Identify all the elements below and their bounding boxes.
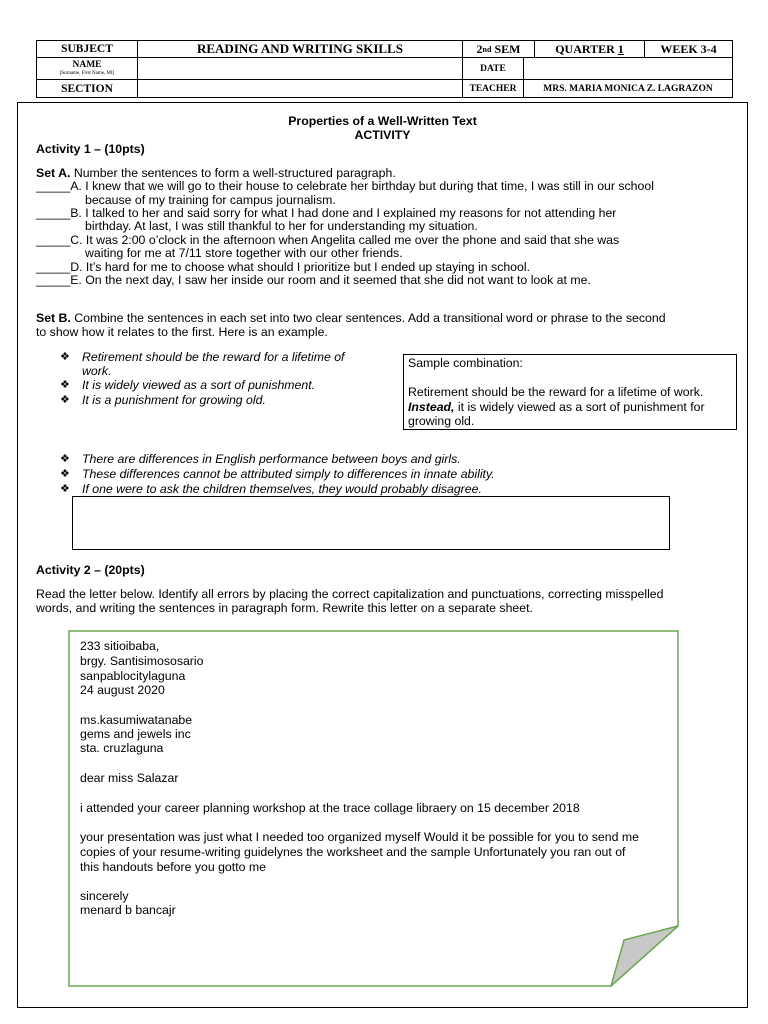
semester-label: SEM [494, 41, 521, 56]
letter-closing: sincerely [80, 889, 129, 903]
setB-instruction-cont: to show how it relates to the first. Here is an example. [36, 325, 328, 339]
setA-instruction [36, 166, 396, 180]
setA-item-c-cont: waiting for me at 7/11 store together with our other friends. [85, 246, 403, 260]
setB-instruction [36, 311, 666, 325]
sample-line-3: growing old. [408, 414, 475, 428]
setB-text: Combine the sentences in each set into two clear sentences. Add a transitional word or phrase to the second [70, 311, 666, 325]
setA-item-a: _____A. I knew that we will go to their house to celebrate her birthday but during that time, I was still in our school [36, 179, 654, 193]
example-bullet-3: It is a punishment for growing old. [82, 393, 266, 407]
sample-line-2-rest: it is widely viewed as a sort of punishment for [454, 400, 705, 414]
setA-item-c: _____C. It was 2:00 o’clock in the afternoon when Angelita called me over the phone and said that she was [36, 233, 620, 247]
semester-suffix: nd [482, 44, 492, 54]
answer-box[interactable] [72, 496, 670, 550]
letter-recipient-2: gems and jewels inc [80, 727, 191, 741]
setA-item-b-cont: birthday. At last, I was still thankful to her for understanding my situation. [85, 219, 478, 233]
name-label-cell [37, 58, 138, 80]
section-label-cell: SECTION [37, 80, 138, 97]
section-value-cell[interactable] [138, 80, 463, 97]
name-value-cell[interactable] [138, 58, 463, 80]
sample-transition-word: Instead, [408, 400, 455, 414]
quarter-value: 1 [617, 41, 624, 56]
letter-date: 24 august 2020 [80, 683, 165, 697]
page-title: Properties of a Well-Written Text [288, 114, 477, 128]
name-hint: [Surname, First Name, MI] [59, 70, 115, 76]
teacher-label-cell: TEACHER [463, 80, 524, 97]
example-bullet-1-cont: work. [82, 364, 112, 378]
letter-note [68, 630, 679, 987]
semester-number: 2 [476, 41, 483, 56]
name-label: NAME [72, 59, 102, 70]
date-label-cell: DATE [463, 58, 524, 80]
letter-paragraph-1: i attended your career planning workshop at the trace collage libraery on 15 december 2018 [80, 801, 580, 815]
exercise-bullet-3: If one were to ask the children themselves, they would probably disagree. [82, 482, 482, 496]
bullet-diamond-icon: ❖ [60, 379, 70, 391]
bullet-diamond-icon: ❖ [60, 483, 70, 495]
sample-combination-box [403, 354, 737, 430]
example-bullet-2: It is widely viewed as a sort of punishment. [82, 378, 316, 392]
letter-paragraph-2-line-1: your presentation was just what I needed too organized myself Would it be possible for you to send me [80, 830, 639, 844]
quarter-label: QUARTER [555, 41, 615, 56]
bullet-diamond-icon: ❖ [60, 468, 70, 480]
letter-recipient-3: sta. cruzlaguna [80, 741, 164, 755]
subject-value-cell: READING AND WRITING SKILLS [138, 41, 463, 58]
sample-line-1: Retirement should be the reward for a lifetime of work. [408, 385, 704, 399]
exercise-bullet-2: These differences cannot be attributed simply to differences in innate ability. [82, 467, 495, 481]
setB-label: Set B. [36, 311, 71, 325]
bullet-diamond-icon: ❖ [60, 394, 70, 406]
example-bullet-1: Retirement should be the reward for a lifetime of [82, 350, 345, 364]
setA-text: Number the sentences to form a well-structured paragraph. [70, 166, 396, 180]
header-table [36, 40, 733, 98]
letter-address-2: brgy. Santisimososario [80, 654, 204, 668]
exercise-bullet-1: There are differences in English performance between boys and girls. [82, 452, 461, 466]
letter-paragraph-2-line-2: copies of your resume-writing guidelynes the worksheet and the sample Unfortunately you ran out of [80, 845, 626, 859]
subject-label-cell: SUBJECT [37, 41, 138, 58]
date-value-cell[interactable] [524, 58, 732, 80]
letter-signature: menard b bancajr [80, 903, 176, 917]
sample-heading: Sample combination: [408, 356, 523, 370]
activity2-instruction-cont: words, and writing the sentences in paragraph form. Rewrite this letter on a separate sheet. [36, 601, 533, 615]
activity1-heading: Activity 1 – (10pts) [36, 142, 145, 156]
letter-greeting: dear miss Salazar [80, 771, 179, 785]
activity2-instruction: Read the letter below. Identify all errors by placing the correct capitalization and punctuations, correcting misspelled [36, 587, 664, 601]
activity2-heading: Activity 2 – (20pts) [36, 563, 145, 577]
bullet-diamond-icon: ❖ [60, 453, 70, 465]
setA-item-e: _____E. On the next day, I saw her inside our room and it seemed that she did not want to look at me. [36, 273, 591, 287]
setA-item-b: _____B. I talked to her and said sorry for what I had done and I explained my reasons for not attending her [36, 206, 617, 220]
sample-line-2 [408, 400, 705, 414]
setA-item-a-cont: because of my training for campus journalism. [85, 193, 336, 207]
week-cell: WEEK 3-4 [645, 41, 732, 58]
quarter-cell [535, 41, 645, 58]
teacher-value-cell: MRS. MARIA MONICA Z. LAGRAZON [543, 83, 713, 94]
semester-cell [463, 41, 535, 58]
setA-label: Set A. [36, 166, 71, 180]
setA-item-d: _____D. It’s hard for me to choose what should I prioritize but I ended up staying in school. [36, 260, 531, 274]
letter-recipient-1: ms.kasumiwatanabe [80, 713, 193, 727]
letter-paragraph-2-line-3: this handouts before you gotto me [80, 860, 266, 874]
letter-address-3: sanpablocitylaguna [80, 669, 186, 683]
page-subtitle: ACTIVITY [354, 128, 411, 142]
letter-address-1: 233 sitioibaba, [80, 639, 160, 653]
bullet-diamond-icon: ❖ [60, 351, 70, 363]
